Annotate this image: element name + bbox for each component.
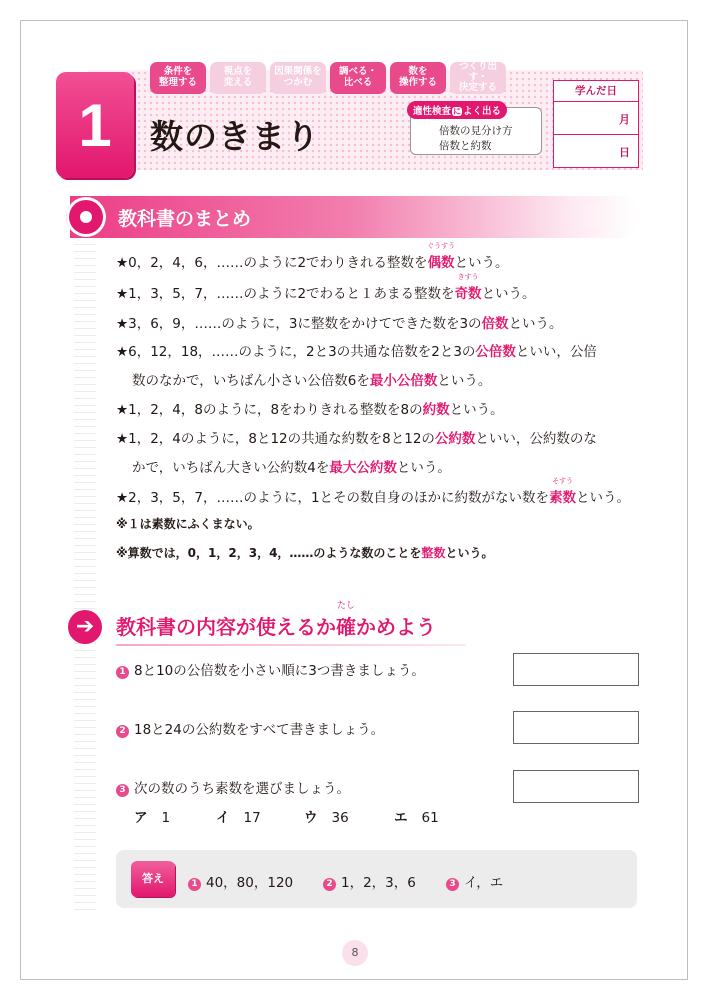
category-tag-3: 因果関係を つかむ [270,62,326,94]
question-number-icon: 3 [116,784,129,797]
summary-line: ★2，3，5，7，……のように，1とその数自身のほかに約数がない数を そすう 素数という。 [116,477,631,506]
summary-line: ★1，2，4，8のように，8をわりきれる整数を8の約数という。 [116,402,504,418]
choice-i: イ 17 [216,810,261,826]
category-tag-6: つくり出す・ 決定する [450,62,506,94]
summary-line: ★6，12，18，……のように，2と3の共通な倍数を2と3の公倍数といい，公倍 [116,344,597,360]
summary-line: ★0，2，4，6，……のように2でわりきれる整数を ぐうすう 偶数という。 [116,242,509,271]
question-3: 3 次の数のうち素数を選びましょう。 [116,777,350,797]
page-number: 8 [342,940,368,966]
study-date-box [553,80,639,168]
answer-1: 1 40，80，120 [188,871,293,891]
frequent-topics-label: 適性検査 に よく出る [407,101,507,119]
question-number-icon: 2 [116,725,129,738]
category-tag-4: 調べる・ 比べる [330,62,386,94]
chapter-number: 1 [78,91,112,159]
answer-number-icon: 1 [188,878,201,891]
page-title: 数のきまり [150,117,320,156]
category-tag-1: 条件を 整理する [150,62,206,94]
answer-box-2[interactable] [513,711,639,744]
summary-title: 教科書のまとめ [118,208,252,230]
check-section-title: 教科書の内容が使えるか たし 確かめよう [116,601,436,639]
study-month-field[interactable]: 月 [554,102,638,135]
answer-box-3[interactable] [513,770,639,803]
summary-line: ★1，2，4のように，8と12の共通な約数を8と12の公約数といい，公約数のな [116,431,597,447]
chapter-number-badge [56,72,134,178]
ruled-margin-strip [74,230,96,910]
choice-u: ウ 36 [304,810,349,826]
summary-line: ★1，3，5，7，……のように2でわると１あまる整数を きすう 奇数という。 [116,273,536,302]
choice-a: ア 1 [134,810,171,826]
summary-note: ※算数では，0，1，2，3，4，……のような数のことを整数という。 [116,546,494,560]
question-number-icon: 1 [116,666,129,679]
category-tag-2: 視点を 変える [210,62,266,94]
frequent-topics-box [410,107,542,155]
topic-item: 倍数と約数 [439,140,492,152]
answer-number-icon: 3 [446,878,459,891]
category-tag-5: 数を 操作する [390,62,446,94]
topic-item: 倍数の見分け方 [439,125,513,137]
check-title-underline [116,644,466,646]
question-2: 2 18と24の公約数をすべて書きましょう。 [116,718,384,738]
summary-note: ※１は素数にふくまない。 [116,517,260,531]
answer-box-1[interactable] [513,653,639,686]
answer-label-button: 答え [131,861,175,897]
answer-3: 3 イ，エ [446,871,503,891]
arrow-right-icon: ➔ [68,610,102,644]
choice-e: エ 61 [394,810,439,826]
summary-line: ★3，6，9，……のように，3に整数をかけてできた数を3の倍数という。 [116,316,563,332]
question-1: 1 8と10の公倍数を小さい順に3つ書きましょう。 [116,659,425,679]
bullet-circle-icon [66,197,106,237]
study-date-header: 学んだ日 [554,81,638,102]
summary-line: 数のなかで，いちばん小さい公倍数6を最小公倍数という。 [132,373,492,389]
study-day-field[interactable]: 日 [619,146,630,159]
summary-line: かで，いちばん大きい公約数4を最大公約数という。 [132,460,451,476]
answer-number-icon: 2 [323,878,336,891]
answer-2: 2 1，2，3，6 [323,871,416,891]
